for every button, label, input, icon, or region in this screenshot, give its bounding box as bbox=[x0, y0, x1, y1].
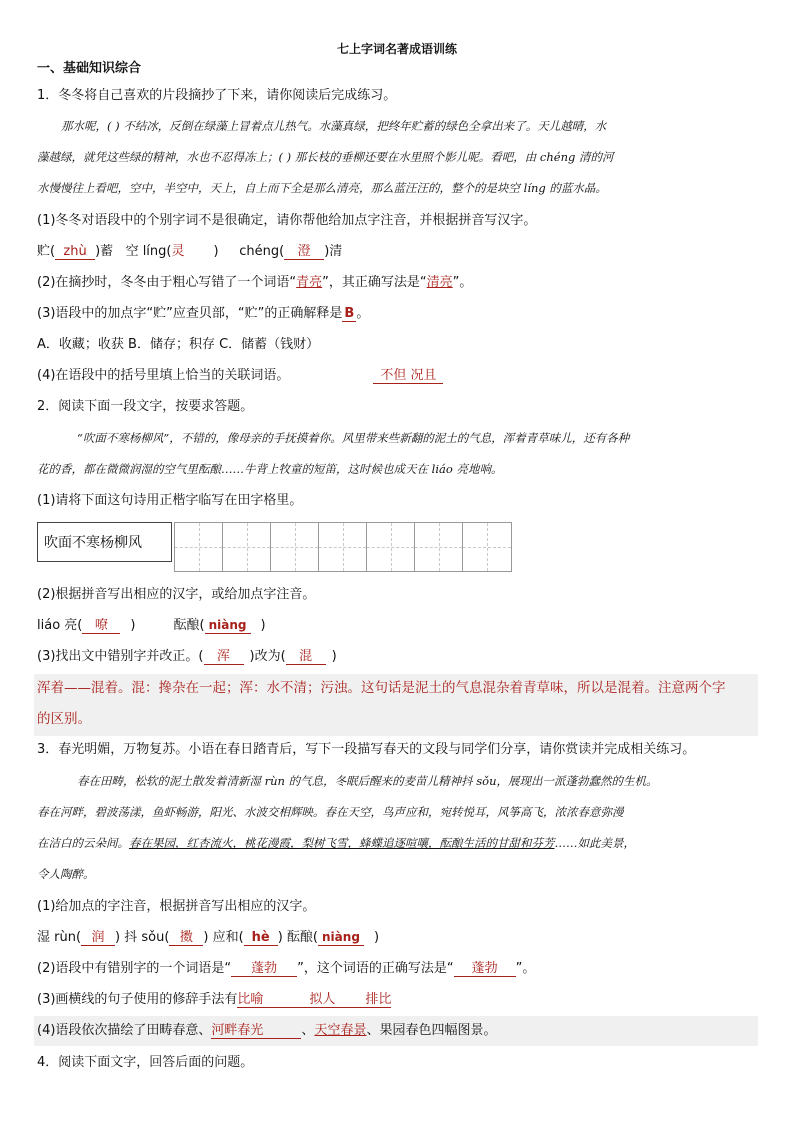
q1-passage-line: 水慢慢往上看吧，空中，半空中，天上，自上而下全是那么清亮，那么蓝汪汪的，整个的是块空 líng 的蓝水晶。 bbox=[37, 181, 607, 195]
q2-passage-line: “吹面不寒杨柳风”，不错的，像母亲的手抚摸着你。风里带来些新翻的泥土的气息，浑着青草味儿，还有各种 bbox=[77, 431, 630, 445]
answer-blank[interactable]: 润 bbox=[81, 930, 115, 946]
q3-sub1: (1)给加点的字注音，根据拼音写出相应的汉字。 bbox=[37, 899, 316, 914]
q1-sub4 bbox=[37, 367, 443, 385]
q2-heading: 2．阅读下面一段文字，按要求答题。 bbox=[37, 399, 254, 414]
answer-blank[interactable]: 灵 bbox=[171, 244, 185, 259]
grid-cell[interactable] bbox=[223, 523, 271, 571]
grid-cell[interactable] bbox=[319, 523, 367, 571]
text: )蓄 bbox=[95, 244, 114, 259]
q3-sub3 bbox=[37, 991, 391, 1009]
text: 空 líng( bbox=[125, 244, 172, 259]
q1-passage bbox=[37, 111, 759, 204]
answer-blank[interactable]: hè bbox=[244, 930, 278, 946]
answer-blank[interactable]: 清亮 bbox=[426, 275, 453, 290]
text: ……如此美景， bbox=[554, 836, 635, 850]
q1-sub1: (1)冬冬对语段中的个别字词不是很确定，请你帮他给加点字注音，并根据拼音写汉字。 bbox=[37, 213, 537, 228]
tianzige-grid[interactable] bbox=[174, 522, 512, 572]
text: ) bbox=[331, 649, 337, 664]
text: 在洁白的云朵间。 bbox=[37, 836, 129, 850]
text: 。 bbox=[356, 306, 370, 321]
answer-blank[interactable]: 天空春景 bbox=[314, 1023, 367, 1038]
q3-sub4 bbox=[37, 1022, 496, 1040]
text: chéng( bbox=[239, 244, 285, 259]
answer-blank[interactable]: 蓬勃 bbox=[454, 961, 516, 977]
underlined-sentence: 春在果园，红杏流火，桃花漫霞，梨树飞雪，蜂蝶追逐喧嚷，酝酿生活的甘甜和芬芳 bbox=[129, 836, 555, 850]
answer-blank[interactable]: niàng bbox=[205, 618, 251, 634]
q3-passage bbox=[37, 766, 759, 890]
q1-passage-line: 藻越绿，就凭这些绿的精神，水也不忍得冻上；( ) 那长枝的垂柳还要在水里照个影儿呢。看吧，由 chéng 清的河 bbox=[37, 150, 614, 164]
q1-sub3 bbox=[37, 305, 369, 323]
answer-blank[interactable]: 河畔春光 bbox=[211, 1023, 301, 1039]
text: (3)语段中的加点字“贮”应查贝部，“贮”的正确解释是 bbox=[37, 306, 343, 321]
copy-text-box: 吹面不寒杨柳风 bbox=[37, 522, 172, 562]
text: ) bbox=[260, 618, 266, 633]
q3-sub1-answers bbox=[37, 929, 379, 947]
text: (2)在摘抄时，冬冬由于粗心写错了一个词语“ bbox=[37, 275, 297, 290]
grid-cell[interactable] bbox=[175, 523, 223, 571]
text: (4)语段依次描绘了田畴春意、 bbox=[37, 1023, 212, 1038]
answer-blank[interactable]: 混 bbox=[286, 649, 326, 665]
q2-sub2-answers bbox=[37, 617, 266, 635]
q2-passage bbox=[37, 423, 759, 485]
text: ) 酝酿( bbox=[277, 930, 318, 945]
q1-passage-line: 那水呢，( ) 不结冰，反倒在绿藻上冒着点儿热气。水藻真绿，把终年贮蓄的绿色全拿出来了。天儿越晴，水 bbox=[61, 119, 607, 133]
text: (3)找出文中错别字并改正。( bbox=[37, 649, 204, 664]
q2-sub2: (2)根据拼音写出相应的汉字，或给加点字注音。 bbox=[37, 587, 316, 602]
explanation-line: 浑着——混着。混：搀杂在一起；浑：水不清；污浊。这句话是泥土的气息混杂着青草味，所以是混着。注意两个字 bbox=[37, 680, 726, 696]
text: ) 应和( bbox=[203, 930, 244, 945]
text: 、 bbox=[301, 1023, 315, 1038]
text: ”，这个词语的正确写法是“ bbox=[297, 961, 454, 976]
text: 湿 rùn( bbox=[37, 930, 82, 945]
q3-passage-line: 令人陶醉。 bbox=[37, 867, 95, 881]
text: ”，其正确写法是“ bbox=[322, 275, 427, 290]
answer-blank[interactable]: 拟人 bbox=[293, 992, 351, 1008]
text: (2)语段中有错别字的一个词语是“ bbox=[37, 961, 232, 976]
text: ) bbox=[213, 244, 219, 259]
text: ) bbox=[373, 930, 380, 945]
q1-heading: 1．冬冬将自己喜欢的片段摘抄了下来，请你阅读后完成练习。 bbox=[37, 88, 397, 103]
text: )清 bbox=[324, 244, 343, 259]
answer-blank[interactable]: 擞 bbox=[169, 930, 203, 946]
text: (3)画横线的句子使用的修辞手法有 bbox=[37, 992, 238, 1007]
text: (4)在语段中的括号里填上恰当的关联词语。 bbox=[37, 368, 290, 383]
q1-options: A．收藏；收获 B．储存；积存 C．储蓄（钱财） bbox=[37, 337, 320, 352]
page-title: 七上字词名著成语训练 bbox=[336, 42, 457, 56]
grid-cell[interactable] bbox=[415, 523, 463, 571]
answer-blank[interactable]: 蓬勃 bbox=[231, 961, 297, 977]
text: ) 抖 sǒu( bbox=[115, 930, 170, 945]
q2-sub3 bbox=[37, 648, 337, 666]
text: ”。 bbox=[515, 961, 536, 976]
section-heading: 一、基础知识综合 bbox=[37, 61, 142, 76]
text: liáo 亮( bbox=[37, 618, 83, 633]
text: 酝酿( bbox=[173, 618, 205, 633]
q3-heading: 3．春光明媚，万物复苏。小语在春日踏青后，写下一段描写春天的文段与同学们分享，请你赏读并完成相关练习。 bbox=[37, 742, 696, 757]
grid-cell[interactable] bbox=[367, 523, 415, 571]
answer-blank[interactable]: B bbox=[342, 306, 356, 322]
answer-blank[interactable]: 澄 bbox=[284, 244, 324, 260]
answer-blank[interactable]: 青亮 bbox=[296, 275, 323, 290]
q3-sub2 bbox=[37, 960, 535, 978]
q2-sub1: (1)请将下面这句诗用正楷字临写在田字格里。 bbox=[37, 493, 303, 508]
q1-sub2 bbox=[37, 274, 472, 292]
q4-heading: 4．阅读下面文字，回答后面的问题。 bbox=[37, 1055, 254, 1070]
answer-blank[interactable]: 嘹 bbox=[82, 618, 120, 634]
text: 贮( bbox=[37, 244, 56, 259]
text: ) bbox=[130, 618, 136, 633]
grid-cell[interactable] bbox=[463, 523, 511, 571]
grid-cell[interactable] bbox=[271, 523, 319, 571]
answer-blank[interactable]: 浑 bbox=[204, 649, 244, 665]
answer-blank[interactable]: zhù bbox=[55, 244, 95, 260]
q2-passage-line: 花的香，都在微微润湿的空气里酝酿……牛背上牧童的短笛，这时候也成天在 liáo 亮地响。 bbox=[37, 462, 503, 476]
q3-passage-line: 春在河畔，碧波荡漾，鱼虾畅游，阳光、水波交相辉映。春在天空，鸟声应和，宛转悦耳，风筝高飞，浓浓春意弥漫 bbox=[37, 805, 624, 819]
answer-blank[interactable]: niàng bbox=[318, 930, 364, 946]
q3-passage-line: 春在田畴，松软的泥土散发着清新湿 rùn 的气息，冬眠后醒来的麦苗儿精神抖 sǒu，展现出一派蓬勃蠢然的生机。 bbox=[77, 774, 658, 788]
text: )改为( bbox=[249, 649, 286, 664]
text: 、果园春色四幅图景。 bbox=[366, 1023, 497, 1038]
q3-passage-line bbox=[37, 828, 759, 859]
explanation-line: 的区别。 bbox=[37, 711, 91, 727]
answer-blank[interactable]: 比喻 bbox=[237, 992, 293, 1008]
answer-blank[interactable]: 排比 bbox=[351, 992, 391, 1008]
q1-sub1-answers bbox=[37, 243, 342, 261]
text: ”。 bbox=[452, 275, 473, 290]
answer-blank[interactable]: 不但 况且 bbox=[373, 368, 443, 384]
